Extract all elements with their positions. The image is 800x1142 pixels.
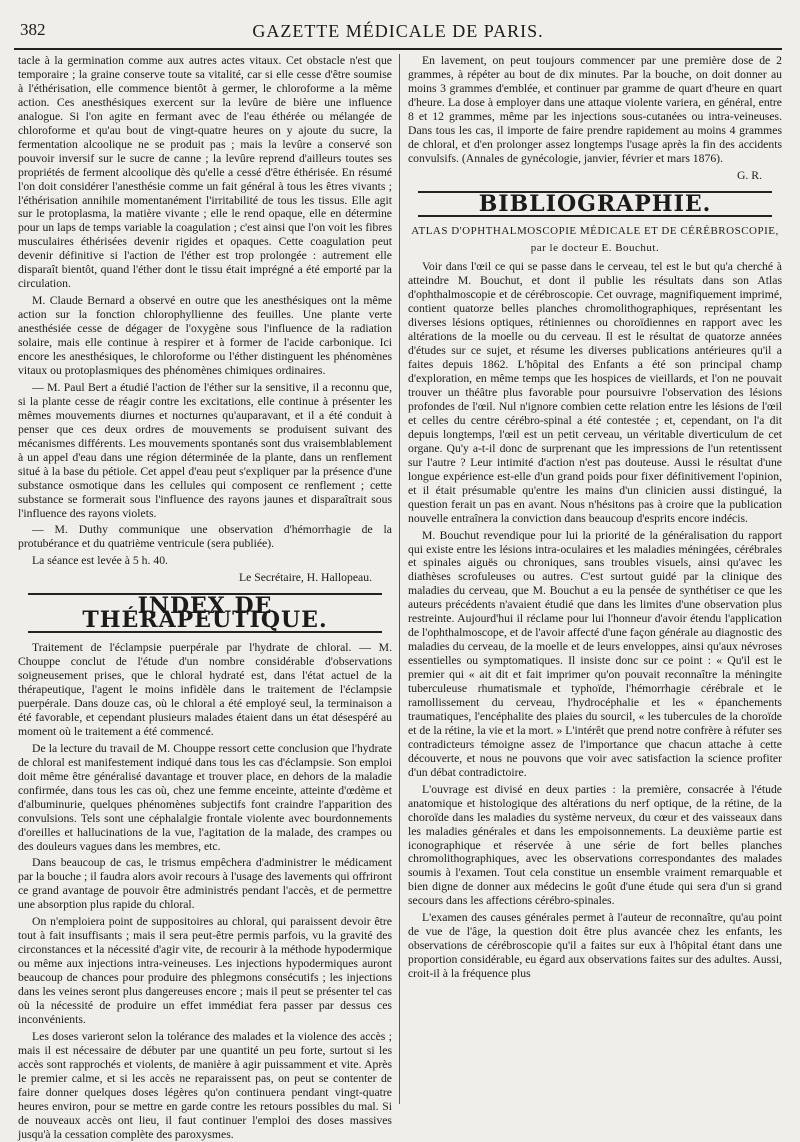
paragraph: — M. Paul Bert a étudié l'action de l'éther sur la sensitive, il a reconnu que, si la plante cesse de réagir contre les excitations, elle continue à présenter les mêmes mouvements diurnes et nocturnes qu'auparavant, et il a été conduit à penser que ces deux ordres de mouvements se produisent suivant des mécanismes différents. Les mouvements spontanés sont dus vraisemblablement à un appel d'eau dans une région déterminée de la plante, dans un renflement situé à la base du pétiole. Cet appel d'eau peut s'expliquer par la présence d'une substance osmotique dans les cellules qui composent ce renflement ; cette substance se formerait sous l'influence des rayons jaunes et disparaîtrait sous l'influence des rayons violets. xyxy=(18,380,392,520)
session-close: La séance est levée à 5 h. 40. xyxy=(32,554,168,568)
paragraph: Dans beaucoup de cas, le trismus empêchera d'administrer le médicament par la bouche ; il faudra alors avoir recours à l'usage des lavements qui offriront ce grand avantage de pouvoir être administrés pendant l'accès, et de permettre une absorption plus rapide du chloral. xyxy=(18,856,392,912)
paragraph: L'ouvrage est divisé en deux parties : la première, consacrée à l'étude anatomique et histologique des altérations du nerf optique, de la rétine, de la choroïde dans les maladies du système nerveux, du cœur et des vaisseaux dans les maladies générales et dans les empoisonnements. La deuxième partie est iconographique et réservée à une série de fort belles planches chromolithographiques, avec les observations correspondantes des malades soumis à l'examen. Tout cela constitue un ensemble vraiment remarquable et bien digne de donner aux médecins le goût d'une étude qui sera d'un si grand secours dans les affections cérébro-spinales. xyxy=(408,782,782,908)
paragraph: L'examen des causes générales permet à l'auteur de reconnaître, qu'au point de vue de l'âge, la question doit être plus avancée chez les enfants, les observations de cérébroscopie qu'il a faites sur eux à l'hôpital étant dans une proportion considérable, eu égard aux observations faites sur des adultes. Aussi, croit-il à la fréquence plus xyxy=(408,911,782,981)
book-title: ATLAS D'OPHTHALMOSCOPIE MÉDICALE ET DE CÉRÉBROSCOPIE, xyxy=(411,224,779,237)
page-header xyxy=(14,14,782,50)
paragraph: On n'emploiera point de suppositoires au chloral, qui paraissent devoir être tout à fait insuffisants ; mais il sera peut-être permis parfois, vu la gravité des circonstances et la nécessité d'agir vite, de recourir à la méthode hypodermique ou même aux injections intra-veineuses. Les injections hypodermiques auront beaucoup de chances pour produire des phlegmons consécutifs ; les injections dans les veines seront plus dangereuses encore ; mais il peut se présenter tel cas où la nécessité de produire un effet immédiat fera passer par dessus ces inconvénients. xyxy=(18,915,392,1026)
page-number: 382 xyxy=(20,20,46,39)
paragraph: M. Bouchut revendique pour lui la priorité de la généralisation du rapport qui existe entre les lésions intra-oculaires et les maladies méningées, cérébrales et spinales aiguës ou chroniques, sans troubles visuels, ainsi qu'avec les diathèses scrofuleuses ou autres. C'est surtout guidé par la clinique des maladies du cerveau, que M. Bouchut a eu la pensée de synthétiser ce que les auteurs précédents n'avaient étudié que dans les limites d'une observation plus restreinte. Aujourd'hui il réclame pour lui l'honneur d'avoir étendu l'application de l'ophthalmoscope, et de l'avoir affecté d'une façon générale au diagnostic des maladies du cerveau, de la moelle et de leurs enveloppes, ainsi qu'aux névroses essentielles ou symptomatiques. Il insiste donc sur ce point : « Qu'il est le premier qui « ait dit et fait imprimer qu'on pouvait reconnaître la méningite tuberculeuse rhumatismale et typhoïde, l'hémorrhagie cérébrale et le ramollissement du cerveau, l'hydrocéphalie et les « épanchements traumatiques, l'encéphalite des plaies du sourcil, « les tubercules de la choroïde et de la rétine, la vie et la mort. » L'intérêt que prend notre confrère à réfuter ses contradicteurs témoigne assez de l'importance que chacun attache à cette découverte, et nous ne pouvons que voir avec satisfaction la science profiter d'un débat contradictoire. xyxy=(408,528,782,779)
paragraph: En lavement, on peut toujours commencer par une première dose de 2 grammes, à répéter au bout de dix minutes. Par la bouche, on doit donner au moins 3 grammes d'emblée, et continuer par gramme de quart d'heure en quart d'heure. La dose à employer dans une attaque violente variera, en général, entre 8 et 12 grammes, même par les injections sous-cutanées ou intra-veineuses. Dans tous les cas, il importe de faire prendre rapidement au moins 4 grammes de chloral, et d'en prolonger assez longtemps l'usage après la fin des accidents convulsifs. (Annales de gynécologie, janvier, février et mars 1876). xyxy=(408,54,782,165)
right-column xyxy=(408,54,782,1104)
paragraph: Les doses varieront selon la tolérance des malades et la violence des accès ; mais il est nécessaire de débuter par une quantité un peu forte, surtout si les accès sont rapprochés et violents, de manière à agir puissamment et vite. Après le premier calme, et si les accès ne reparaissent pas, on peut se contenter de faire donner quelques doses légères qu'on continuera pendant vingt-quatre heures environ, pour se mettre en garde contre les retours possibles du mal. Si de nouveaux accès ont lieu, il faut continuer l'emploi des doses massives jusqu'à la cessation complète des paroxysmes. xyxy=(18,1029,392,1141)
paragraph: Voir dans l'œil ce qui se passe dans le cerveau, tel est le but qu'a cherché à atteindre M. Bouchut, et dont il publie les résultats dans son Atlas d'ophthalmoscopie et de cérébroscopie. Cet ouvrage, magnifiquement imprimé, contient quatorze belles planches chromolithographiques, représentant les diverses lésions optiques, rétiniennes ou choroïdiennes en rapport avec les altérations de la moelle ou du cerveau. Il est le résultat de quatorze années d'études sur ce sujet, et résume les diverses publications antérieures qu'il a faites depuis 1862. L'hôpital des Enfants a été son principal champ d'exploration, en même temps que les hospices de vieillards, et l'on ne pouvait trouver un théâtre plus favorable pour poursuivre l'observation des lésions profondes de l'œil. Nul n'ignore combien cette relation entre les lésions de l'œil et celles du centre cérébro-spinal a été contestée ; et, cependant, on l'a dit depuis longtemps, l'œil est un petit cerveau, un véritable diverticulum de cet organe. Qu'y a-t-il donc de surprenant que les impressions de l'un retentissent sur l'autre ? Leur intimité d'action n'est pas douteuse. Aussi le résultat d'une longue expérience est-elle d'un grand poids pour fixer définitivement l'opinion, et il était présumable qu'entre les mains d'un clinicien aussi distingué, la question ferait un pas en avant. Nous n'hésitons pas à croire que la publication nouvelle entraînera la conviction dans beaucoup d'esprits encore indécis. xyxy=(408,260,782,525)
paragraph: — M. Duthy communique une observation d'hémorrhagie de la protubérance et du quatrième ventricule (sera publiée). xyxy=(18,523,392,551)
section-heading-therapeutique: INDEX DE THÉRAPEUTIQUE. xyxy=(28,593,382,633)
book-author: par le docteur E. Bouchut. xyxy=(530,242,660,255)
running-title: GAZETTE MÉDICALE DE PARIS. xyxy=(252,20,544,41)
paragraph: De la lecture du travail de M. Chouppe ressort cette conclusion que l'hydrate de chloral est manifestement indiqué dans tous les cas d'éclampsie. Son emploi doit même être généralisé davantage et trouver place, en dehors de la maladie confirmée, dans tous les cas où, chez une femme enceinte, atteinte d'œdème et d'albuminurie, quelques phénomènes subjectifs font craindre l'apparition des convulsions. Tels sont une céphalalgie frontale violente avec bourdonnements d'oreilles et hallucinations de la vue, l'agitation de la malade, des crampes ou des douleurs vagues dans les membres, etc. xyxy=(18,741,392,853)
section-heading-bibliographie: BIBLIOGRAPHIE. xyxy=(418,191,772,217)
paragraph: M. Claude Bernard a observé en outre que les anesthésiques ont la même action sur la fonction chlorophyllienne des feuilles. Une plante verte anesthésiée cesse de dégager de l'oxygène sous l'influence de la radiation solaire, mais elle continue à respirer et à former de l'acide carbonique. Ici encore les anesthésiques, le chloroforme ou l'éther distinguent les phénomènes vitaux ou protoplasmiques des phénomènes chimiques ordinaires. xyxy=(18,294,392,377)
author-initials: G. R. xyxy=(736,168,762,182)
paragraph: Traitement de l'éclampsie puerpérale par l'hydrate de chloral. — M. Chouppe conclut de l'étude d'un nombre considérable d'observations soigneusement prises, que le chloral hydraté est, dans l'état actuel de la thérapeutique, l'agent le moins infidèle dans le traitement de l'éclampsie puerpérale. Dans douze cas, où le chloral a été employé seul, la terminaison a été favorable, et cependant plusieurs malades étaient dans un état désespéré au moment où le traitement a été commencé. xyxy=(18,641,392,738)
left-column xyxy=(18,54,392,1141)
paragraph: tacle à la germination comme aux autres actes vitaux. Cet obstacle n'est que temporaire ; la graine conserve toute sa vitalité, car si elle cesse d'être soumise à l'éthérisation, elle commence bientôt à germer, le chloroforme a la même action. Ces anesthésiques exercent sur la levûre de bière une influence analogue. Si l'on agite en fermant avec de l'eau éthérée ou mélangée de chloroforme et qu'au bout de vingt-quatre heures on y ajoute du sucre, la fermentation alcoolique ne se produit pas ; mais la levûre a conservé son pouvoir inversif sur le sucre de canne ; la levûre reprend d'ailleurs toutes ses propriétés de ferment alcoolique dès qu'elle a cessé d'être éthérisée. En résumé l'on doit considérer l'anesthésie comme un fait général à tous les êtres vivants ; l'éthérisation annihile momentanément l'irritabilité de tous les tissus. Elle agit sur le protoplasma, la matière vivante ; elle le rend opaque, elle en détermine pour un laps de temps variable la coagulation ; c'est ainsi que l'on voit les fibres musculaires éthérisées devenir rigides et opaques. Cette coagulation peut devenir définitive si l'action de l'éther est trop prolongée : autrement elle disparaît bientôt, quand l'éther dont le tissu était imprégné a été emporté par la circulation. xyxy=(18,54,392,291)
secretary-signature: Le Secrétaire, H. Hallopeau. xyxy=(238,571,372,585)
column-divider xyxy=(399,54,400,1104)
